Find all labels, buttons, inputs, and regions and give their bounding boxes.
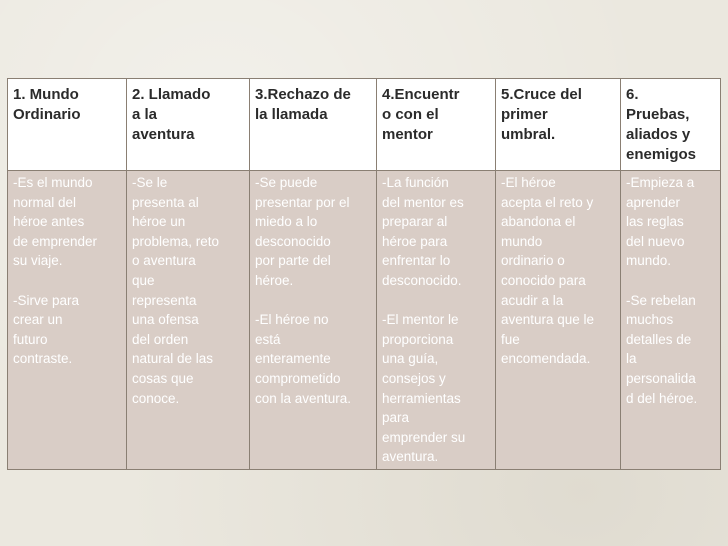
cell-text: -El héroe acepta el reto y abandona el mundo ordinario o conocido para acudir a la aventura que le fue encomendada.	[501, 175, 595, 367]
header-cell-pruebas-aliados	[621, 79, 721, 171]
body-cell-encuentro-mentor	[377, 171, 496, 470]
header-cell-encuentro-mentor	[377, 79, 496, 171]
body-cell-mundo-ordinario	[8, 171, 127, 470]
header-text: 1. Mundo Ordinario	[13, 86, 81, 123]
table-header-row	[8, 79, 721, 171]
table-body-row	[8, 171, 721, 470]
header-text: 2. Llamado a la aventura	[132, 86, 211, 143]
header-cell-cruce-umbral	[496, 79, 621, 171]
header-text: 3.Rechazo de la llamada	[255, 86, 351, 123]
body-cell-cruce-umbral	[496, 171, 621, 470]
header-cell-llamado-aventura	[127, 79, 250, 171]
cell-text: -Se puede presentar por el miedo a lo desconocido por parte del héroe. -El héroe no está enteramente comprometido con la aventura.	[255, 175, 352, 406]
header-cell-mundo-ordinario	[8, 79, 127, 171]
body-cell-rechazo-llamada	[250, 171, 377, 470]
cell-text: -La función del mentor es preparar al héroe para enfrentar lo desconocido. -El mentor le proporciona una guía, consejos y herramientas para emprender su aventura.	[382, 175, 466, 465]
body-cell-pruebas-aliados	[621, 171, 721, 470]
heros-journey-table	[7, 78, 721, 470]
cell-text: -Se le presenta al héroe un problema, reto o aventura que representa una ofensa del orden natural de las cosas que conoce.	[132, 175, 220, 406]
header-cell-rechazo-llamada	[250, 79, 377, 171]
body-cell-llamado-aventura	[127, 171, 250, 470]
header-text: 6. Pruebas, aliados y enemigos	[626, 86, 697, 163]
header-text: 4.Encuentr o con el mentor	[382, 86, 460, 143]
cell-text: -Es el mundo normal del héroe antes de emprender su viaje. -Sirve para crear un futuro contraste.	[13, 175, 98, 367]
cell-text: -Empieza a aprender las reglas del nuevo mundo. -Se rebelan muchos detalles de la personalida d del héroe.	[626, 175, 698, 406]
header-text: 5.Cruce del primer umbral.	[501, 86, 582, 143]
